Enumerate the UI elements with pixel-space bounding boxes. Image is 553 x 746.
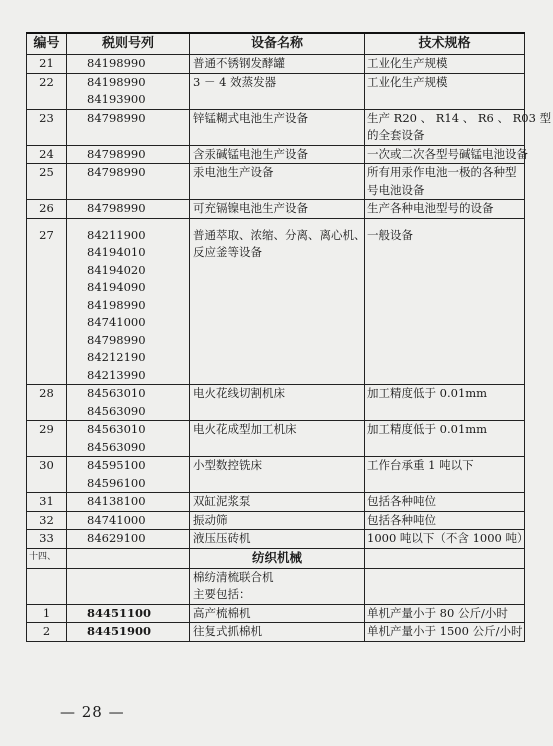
tariff-code: 84194010 [87, 245, 146, 259]
specification [365, 604, 525, 623]
equipment-name-line: 可充镉镍电池生产设备 [193, 201, 308, 215]
tariff-codes [67, 218, 190, 385]
specification-line: 包括各种吨位 [367, 512, 436, 527]
specification-line: 工作台承重 1 吨以下 [367, 458, 474, 472]
equipment-name-line: 3 － 4 效蒸发器 [193, 74, 277, 89]
specification-line: 工业化生产规模 [367, 56, 448, 70]
tariff-code: 84798990 [87, 165, 146, 179]
row-number: 2 [27, 623, 67, 642]
row-number: 32 [27, 511, 67, 530]
table-row [27, 568, 525, 604]
specification-line: 单机产量小于 80 公斤/小时 [367, 605, 508, 620]
section-number: 十四、 [27, 548, 67, 568]
tariff-code: 84563090 [87, 403, 146, 418]
equipment-name-line: 汞电池生产设备 [193, 165, 274, 179]
specification-line: 所有用汞作电池一极的各种型 [367, 165, 517, 179]
tariff-codes [67, 109, 190, 145]
tariff-code: 84211900 [87, 227, 146, 242]
table-row [27, 164, 525, 200]
table-row [27, 623, 525, 642]
specification [365, 493, 525, 512]
equipment-name-line: 普通萃取、浓缩、分离、离心机、 [193, 227, 366, 242]
equipment-name [190, 530, 365, 549]
specification-line: 包括各种吨位 [367, 494, 436, 508]
table-row [27, 385, 525, 421]
tariff-codes [67, 164, 190, 200]
equipment-name-line: 含汞碱锰电池生产设备 [193, 146, 308, 161]
equipment-name [190, 457, 365, 493]
equipment-name-line: 主要包括： [193, 587, 251, 601]
equipment-name-line: 电火花成型加工机床 [193, 422, 297, 436]
section-row [27, 548, 525, 568]
header-number: 编号 [27, 33, 67, 55]
row-number: 28 [27, 385, 67, 421]
equipment-name-line: 棉纺清梳联合机 [193, 569, 274, 584]
equipment-name [190, 493, 365, 512]
tariff-code: 84741000 [87, 512, 146, 527]
equipment-name [190, 145, 365, 164]
table-row [27, 218, 525, 385]
tariff-code: 84194090 [87, 280, 146, 294]
table-header-row [27, 33, 525, 55]
row-number: 24 [27, 145, 67, 164]
tariff-code: 84595100 [87, 458, 146, 472]
tariff-code: 84563010 [87, 386, 146, 400]
equipment-name [190, 385, 365, 421]
specification-line: 生产 R20 、 R14 、 R6 、 R03 型 [367, 110, 552, 125]
tariff-code: 84193900 [87, 92, 146, 106]
equipment-name-line: 电火花线切割机床 [193, 386, 285, 400]
specification-line: 生产各种电池型号的设备 [367, 201, 494, 215]
specification [365, 73, 525, 109]
equipment-table [26, 32, 552, 642]
tariff-codes [67, 421, 190, 457]
section-title: 纺织机械 [190, 548, 365, 568]
equipment-name [190, 421, 365, 457]
tariff-codes [67, 73, 190, 109]
tariff-code: 84451900 [87, 624, 152, 638]
tariff-codes [67, 457, 190, 493]
equipment-name [190, 623, 365, 642]
tariff-code: 84198990 [87, 74, 146, 89]
equipment-name-line: 液压压砖机 [193, 531, 251, 545]
specification-line: 号电池设备 [367, 182, 425, 197]
table-row [27, 145, 525, 164]
equipment-name [190, 200, 365, 219]
equipment-name-line: 往复式抓棉机 [193, 624, 262, 638]
specification-line: 一次或二次各型号碱锰电池设备 [367, 146, 528, 161]
table-row [27, 200, 525, 219]
table-row [27, 421, 525, 457]
equipment-name [190, 55, 365, 74]
row-number: 29 [27, 421, 67, 457]
specification-line: 工业化生产规模 [367, 74, 448, 89]
equipment-name [190, 568, 365, 604]
tariff-code: 84741000 [87, 315, 146, 329]
equipment-name [190, 73, 365, 109]
tariff-codes [67, 623, 190, 642]
equipment-name-line: 高产梳棉机 [193, 605, 251, 620]
page-number: — 28 — [60, 703, 125, 721]
equipment-name-line: 反应釜等设备 [193, 245, 262, 259]
equipment-name-line: 锌锰糊式电池生产设备 [193, 110, 308, 125]
row-number: 21 [27, 55, 67, 74]
tariff-code: 84798990 [87, 332, 146, 347]
specification [365, 623, 525, 642]
table-row [27, 530, 525, 549]
specification-line: 加工精度低于 0.01mm [367, 386, 488, 400]
table-row [27, 55, 525, 74]
specification [365, 385, 525, 421]
equipment-name-line: 小型数控铣床 [193, 458, 262, 472]
row-number: 23 [27, 109, 67, 145]
row-number: 31 [27, 493, 67, 512]
tariff-codes [67, 511, 190, 530]
tariff-code: 84194020 [87, 262, 146, 277]
specification [365, 530, 529, 549]
tariff-code: 84798990 [87, 146, 146, 161]
row-number: 30 [27, 457, 67, 493]
tariff-code: 84563010 [87, 422, 146, 436]
table-row [27, 604, 525, 623]
equipment-name [190, 164, 365, 200]
equipment-name [190, 218, 365, 385]
equipment-name-line: 振动筛 [193, 512, 228, 527]
specification [365, 164, 525, 200]
equipment-name [190, 604, 365, 623]
row-number [27, 568, 67, 604]
tariff-code: 84213990 [87, 367, 146, 382]
specification [365, 421, 525, 457]
tariff-codes [67, 530, 190, 549]
equipment-name-line: 普通不锈钢发酵罐 [193, 56, 285, 70]
specification [365, 200, 525, 219]
specification [365, 55, 525, 74]
tariff-code: 84198990 [87, 297, 146, 312]
specification-line: 加工精度低于 0.01mm [367, 422, 488, 436]
tariff-code: 84212190 [87, 350, 146, 364]
tariff-codes [67, 200, 190, 219]
row-number: 22 [27, 73, 67, 109]
header-tariff-code: 税则号列 [67, 33, 190, 55]
section-spacer [67, 548, 190, 568]
tariff-codes [67, 493, 190, 512]
equipment-name [190, 109, 365, 145]
tariff-codes [67, 568, 190, 604]
table-row [27, 109, 525, 145]
specification-line: 单机产量小于 1500 公斤/小时 [367, 624, 523, 638]
row-number: 27 [27, 218, 67, 385]
tariff-code: 84596100 [87, 475, 146, 490]
table-row [27, 457, 525, 493]
section-spacer [365, 548, 525, 568]
specification [365, 511, 525, 530]
equipment-name-line: 双缸泥浆泵 [193, 494, 251, 508]
table-row [27, 73, 525, 109]
table-row [27, 511, 525, 530]
tariff-code: 84798990 [87, 201, 146, 215]
row-number: 25 [27, 164, 67, 200]
tariff-codes [67, 55, 190, 74]
header-equipment-name: 设备名称 [190, 33, 365, 55]
specification [365, 218, 525, 385]
tariff-code: 84629100 [87, 531, 146, 545]
row-number: 26 [27, 200, 67, 219]
header-specification: 技术规格 [365, 33, 525, 55]
table-row [27, 493, 525, 512]
tariff-code: 84451100 [87, 605, 152, 620]
specification [365, 145, 528, 164]
specification-line: 1000 吨以下（不含 1000 吨） [367, 531, 529, 545]
tariff-code: 84798990 [87, 110, 146, 125]
tariff-code: 84198990 [87, 56, 146, 70]
specification-line: 的全套设备 [367, 128, 425, 142]
row-number: 33 [27, 530, 67, 549]
tariff-code: 84563090 [87, 439, 146, 454]
specification [365, 457, 525, 493]
tariff-codes [67, 604, 190, 623]
tariff-codes [67, 145, 190, 164]
specification [365, 568, 525, 604]
specification-line: 一般设备 [367, 227, 413, 242]
row-number: 1 [27, 604, 67, 623]
tariff-codes [67, 385, 190, 421]
tariff-code: 84138100 [87, 494, 146, 508]
specification [365, 109, 552, 145]
equipment-name [190, 511, 365, 530]
